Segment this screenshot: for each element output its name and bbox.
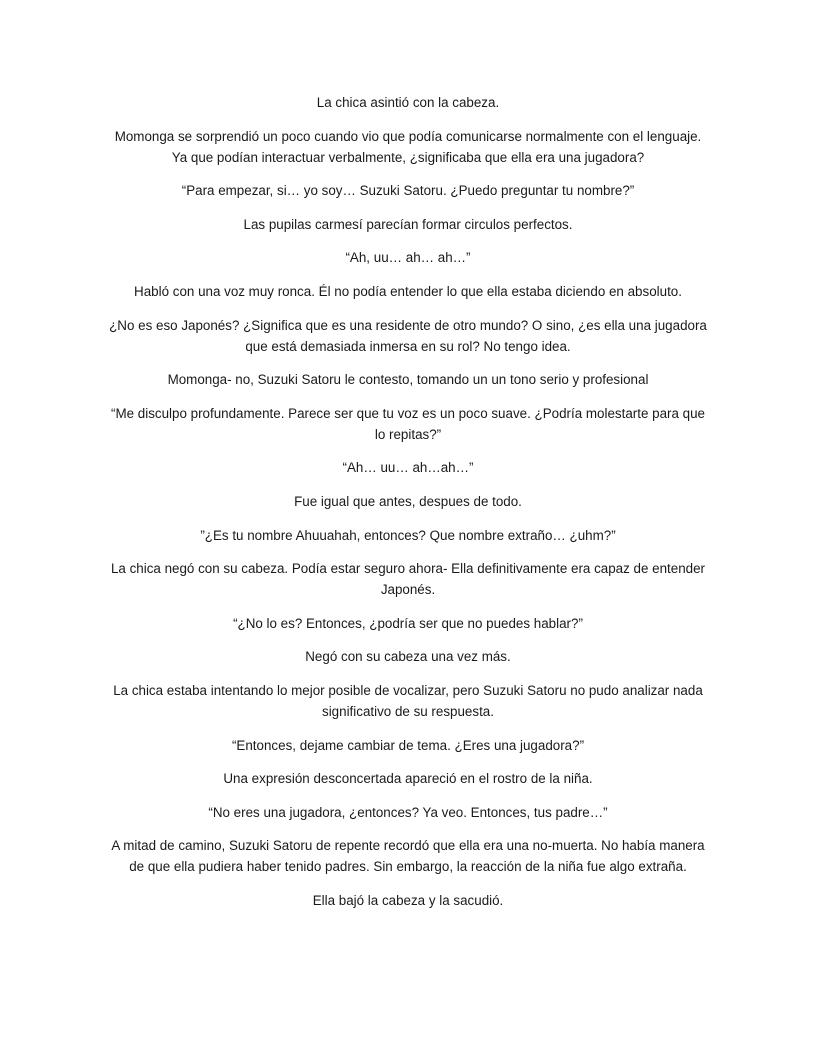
paragraph: La chica estaba intentando lo mejor posible de vocalizar, pero Suzuki Satoru no pudo analizar nada significativo de su respuesta. [113, 682, 703, 719]
paragraph: “¿No lo es? Entonces, ¿podría ser que no puedes hablar?” [233, 615, 583, 631]
paragraph: A mitad de camino, Suzuki Satoru de repente recordó que ella era una no-muerta. No había manera de que ella pudiera haber tenido padres. Sin embargo, la reacción de la niña fue algo extraña. [111, 838, 705, 875]
paragraph: ¿No es eso Japonés? ¿Significa que es una residente de otro mundo? O sino, ¿es ella una jugadora que está demasiada inmersa en su rol? No tengo idea. [109, 317, 707, 354]
paragraph: “Me disculpo profundamente. Parece ser que tu voz es un poco suave. ¿Podría molestarte para que lo repitas?” [111, 405, 705, 442]
paragraph: Ella bajó la cabeza y la sacudió. [312, 892, 504, 908]
paragraph: “Ah, uu… ah… ah…” [345, 250, 471, 266]
paragraph: “Ah… uu… ah…ah…” [342, 460, 474, 476]
paragraph: ”¿Es tu nombre Ahuuahah, entonces? Que nombre extraño… ¿uhm?” [200, 527, 616, 543]
paragraph: Momonga- no, Suzuki Satoru le contesto, tomando un un tono serio y profesional [167, 372, 649, 388]
paragraph: Negó con su cabeza una vez más. [305, 649, 511, 665]
paragraph: Habló con una voz muy ronca. Él no podía entender lo que ella estaba diciendo en absoluto. [134, 283, 682, 299]
paragraph: “Entonces, dejame cambiar de tema. ¿Eres una jugadora?” [231, 737, 585, 753]
paragraph: Momonga se sorprendió un poco cuando vio que podía comunicarse normalmente con el lenguaje. Ya que podían interactuar verbalmente, ¿significaba que ella era una jugadora? [114, 128, 702, 165]
paragraph: La chica asintió con la cabeza. [316, 95, 500, 110]
paragraph: “No eres una jugadora, ¿entonces? Ya veo. Entonces, tus padre…” [208, 804, 608, 820]
paragraph: Las pupilas carmesí parecían formar circulos perfectos. [243, 216, 573, 232]
paragraph: La chica negó con su cabeza. Podía estar seguro ahora- Ella definitivamente era capaz de entender Japonés. [110, 561, 706, 598]
paragraph: “Para empezar, si… yo soy… Suzuki Satoru. ¿Puedo preguntar tu nombre?” [181, 183, 635, 199]
paragraph: Una expresión desconcertada apareció en el rostro de la niña. [223, 771, 593, 787]
paragraph: Fue igual que antes, despues de todo. [294, 493, 522, 509]
